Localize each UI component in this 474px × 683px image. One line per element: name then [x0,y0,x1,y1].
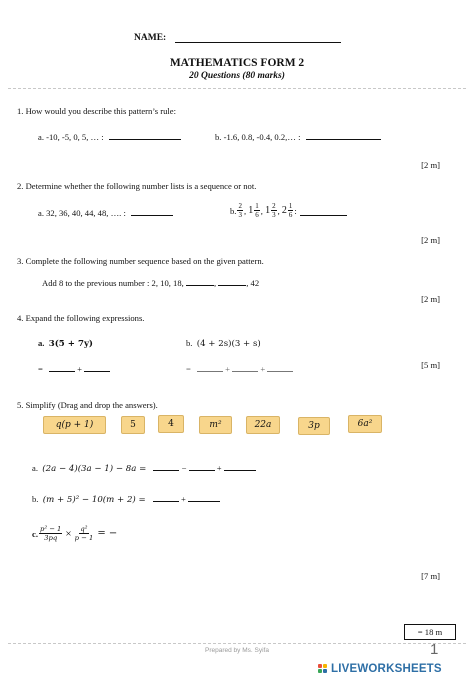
q4a-label: a. [38,338,45,348]
q2b-answer-blank[interactable] [300,206,347,216]
q5a-label: a. [32,463,38,473]
liveworksheets-icon [318,664,328,674]
q2b-fraction-3: $\frac{2}{3}$ [272,202,276,219]
q4a-answer-row: = + [38,362,110,374]
q5b-expression: (m + 5)² − 10(m + 2) = [42,495,146,505]
q4b-label: b. [186,338,193,348]
q2b-row: b. $\frac{2}{3}$ , 1 $\frac{1}{6}$ , 1 $\frac{2}{3}$ , 2 $\frac{1}{6}$ : [230,202,347,219]
name-label: NAME: [134,33,167,43]
q4b-answer-blank-2[interactable] [232,362,258,372]
name-input-line[interactable] [175,42,341,43]
q1b-row [215,130,381,142]
q4-marks: [5 m] [421,360,440,370]
q4b-answer-row: = + + [186,362,293,374]
drag-tile-4[interactable]: 4 [158,415,184,433]
q3-row: Add 8 to the previous number : 2, 10, 18, , , 42 [42,278,260,288]
total-marks-box: = 18 m [404,624,456,640]
q4a-answer-blank-2[interactable] [84,362,110,372]
q5b-answer-blank-1[interactable] [153,492,179,502]
liveworksheets-wordmark: LIVEWORKSHEETS [331,663,442,675]
q3-rule: Add 8 to the previous number : 2, 10, 18, [42,278,184,288]
drag-tile-m-squared[interactable]: m² [199,416,232,434]
q4b-row [186,338,261,349]
q4a-row [38,338,93,349]
q3-answer-blank-2[interactable] [218,276,246,286]
q3-answer-blank-1[interactable] [186,276,214,286]
q5c-fraction-1: $\frac{\text{p² − 1}}{3pq}$ [39,525,62,542]
drag-tile-5[interactable]: 5 [121,416,145,434]
q5a-answer-blank-1[interactable] [153,461,179,471]
drag-tile-3p[interactable]: 3p [298,417,330,435]
q4a-expression: 3(5 + 7y) [48,339,93,349]
liveworksheets-logo [318,663,442,675]
q5c-tail: = − [97,528,118,539]
q1b-text: b. -1.6, 0.8, -0.4, 0.2,… : [215,132,301,142]
q5b-label: b. [32,494,39,504]
q5c-label: c. [32,528,38,539]
worksheet-subtitle: 20 Questions (80 marks) [189,71,285,81]
q1b-answer-blank[interactable] [306,130,381,140]
q1a-text: a. -10, -5, 0, 5, … : [38,132,104,142]
q5-prompt: 5. Simplify (Drag and drop the answers). [17,400,158,410]
q3-prompt: 3. Complete the following number sequence based on the given pattern. [17,256,264,266]
q5a-answer-blank-3[interactable] [224,461,256,471]
drag-tile-q-p-plus-1[interactable]: q(p + 1) [43,416,106,434]
q2b-fraction-1: $\frac{2}{3}$ [238,202,242,219]
q4b-answer-blank-1[interactable] [197,362,223,372]
q4-prompt: 4. Expand the following expressions. [17,313,145,323]
q4a-answer-blank-1[interactable] [49,362,75,372]
q5c-row [32,525,117,542]
q4b-expression: (4 + 2s)(3 + s) [196,339,261,349]
q5a-answer-blank-2[interactable] [189,461,215,471]
worksheet-title: MATHEMATICS FORM 2 [169,57,305,69]
q1-marks: [2 m] [421,160,440,170]
q2-prompt: 2. Determine whether the following number lists is a sequence or not. [17,181,257,191]
page-number: 1 [430,641,439,658]
q5b-row: b. (m + 5)² − 10(m + 2) = + [32,492,220,505]
q2a-answer-blank[interactable] [131,206,173,216]
q2a-text: a. 32, 36, 40, 44, 48, …. : [38,208,126,218]
header-divider [8,88,466,89]
q5-marks: [7 m] [421,571,440,581]
q1-prompt: 1. How would you describe this pattern’s rule: [17,106,176,116]
q2-marks: [2 m] [421,235,440,245]
footer-divider [8,643,466,644]
prepared-by: Prepared by Ms. Syifa [205,647,269,654]
q2a-row [38,206,173,218]
q2b-label: b. [230,205,237,216]
q2b-fraction-4: $\frac{1}{6}$ [288,202,293,219]
q1a-answer-blank[interactable] [109,130,181,140]
q5a-expression: (2a − 4)(3a − 1) − 8a = [42,464,147,474]
q1a-row [38,130,181,142]
q5c-times: × [65,527,72,540]
q2b-fraction-2: $\frac{1}{6}$ [255,202,259,219]
q3-marks: [2 m] [421,294,440,304]
q5c-fraction-2: $\frac{\text{q²}}{p - 1}$ [74,525,94,542]
q3-end: , 42 [246,278,260,288]
q4b-answer-blank-3[interactable] [267,362,293,372]
q5b-answer-blank-2[interactable] [188,492,220,502]
drag-tile-22a[interactable]: 22a [246,416,280,434]
drag-tile-6a-squared[interactable]: 6a² [348,415,382,433]
q5a-row: a. (2a − 4)(3a − 1) − 8a = − + [32,461,256,474]
